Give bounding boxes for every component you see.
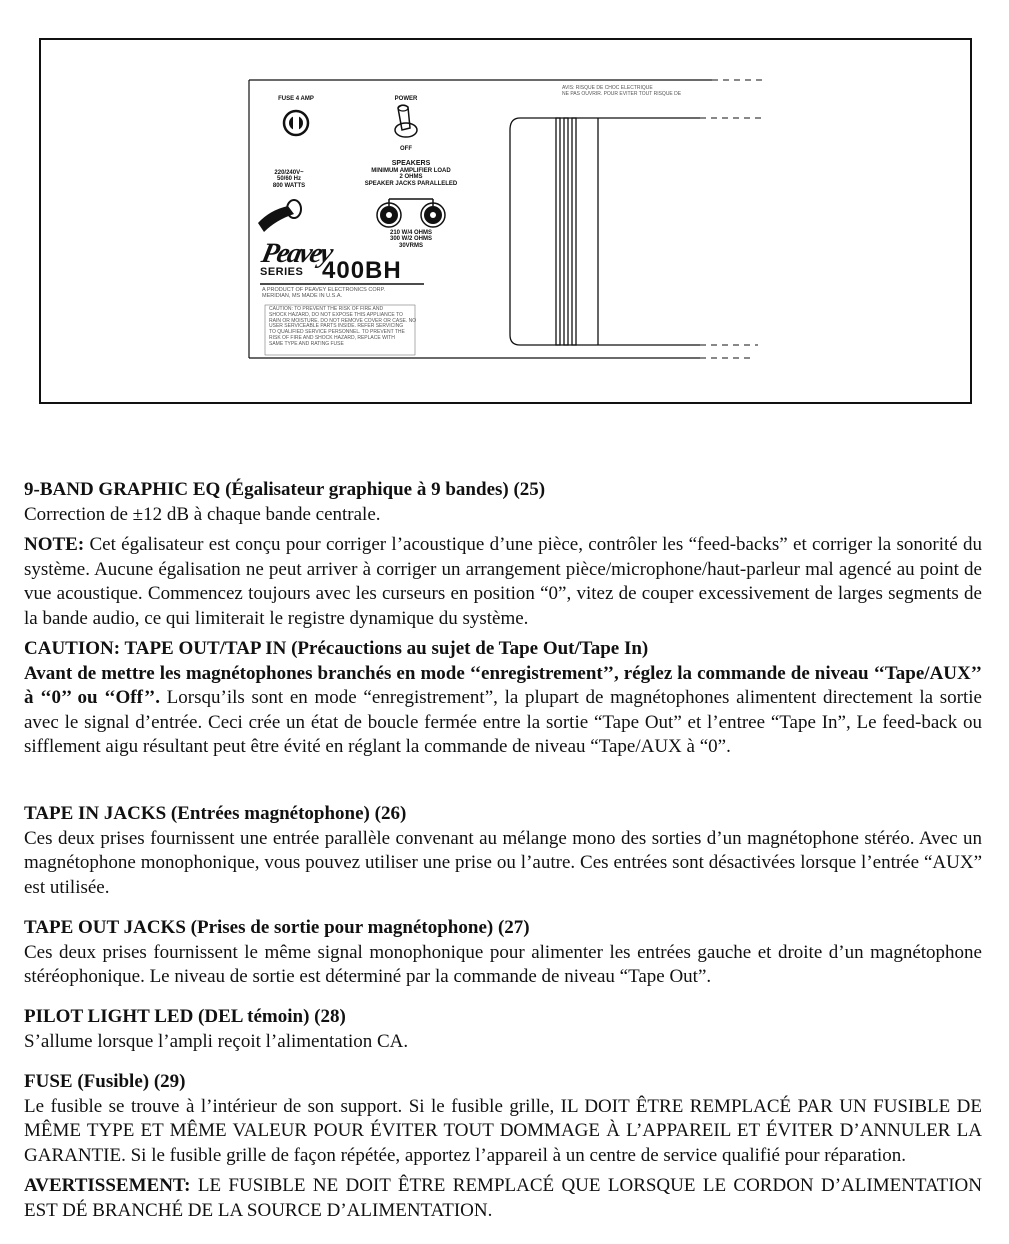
graphic-eq-body: Correction de ±12 dB à chaque bande centrale. bbox=[24, 503, 381, 525]
section-tape-out bbox=[24, 916, 982, 990]
caution-bold-text: Avant de mettre les magnétophones branchés en mode ‘‘enregistrement’’, réglez la commande de niveau ‘‘Tape/AUX’’ à ‘‘0’’ ou ‘‘Off’’. bbox=[24, 662, 982, 709]
note-label: NOTE: bbox=[24, 534, 85, 556]
rear-panel-illustration bbox=[0, 0, 1009, 420]
tape-out-body: Ces deux prises fournissent le même signal monophonique pour alimenter les entrées gauche et droite d’un magnétophone stéréophonique. Le niveau de sortie est déterminé par la commande de niveau “Tape Out”. bbox=[24, 941, 982, 988]
fuse-label: FUSE 4 AMP bbox=[278, 96, 314, 102]
fuse-heading: FUSE (Fusible) (29) bbox=[24, 1071, 186, 1092]
caution-paragraph bbox=[24, 662, 982, 760]
avis-label-text: AVIS: RISQUE DE CHOC ELECTRIQUE NE PAS OUVRIR. POUR EVITER TOUT RISQUE DE bbox=[562, 85, 682, 97]
warning-text: LE FUSIBLE NE DOIT ÊTRE REMPLACÉ QUE LORSQUE LE CORDON D’ALIMENTATION EST DÉ BRANCHÉ DE LA SOURCE D’ALIMENTATION. bbox=[24, 1175, 982, 1221]
power-ratings: 210 W/4 OHMS 300 W/2 OHMS 30VRMS bbox=[389, 230, 432, 249]
tape-out-heading: TAPE OUT JACKS (Prises de sortie pour magnétophone) (27) bbox=[24, 917, 530, 938]
side-rail-assembly bbox=[510, 118, 700, 345]
fuse-body: Le fusible se trouve à l’intérieur de son support. Si le fusible grille, IL DOIT ÊTRE REMPLACÉ PAR UN FUSIBLE DE MÊME TYPE ET MÊME VALEUR POUR ÉVITER TOUT DOMMAGE À L’APPAREIL ET ÉVITER D’ANNULER LA GARANTIE. Si le fusible grille de façon répétée, apportez l’appareil à un centre de service qualifié pour réparation. bbox=[24, 1095, 982, 1166]
fuse-warning bbox=[24, 1174, 982, 1223]
fuse-holder-icon bbox=[284, 111, 308, 135]
graphic-eq-heading: 9-BAND GRAPHIC EQ (Égalisateur graphique à 9 bandes) (25) bbox=[24, 479, 546, 500]
section-pilot-light bbox=[24, 1005, 982, 1054]
tape-in-heading: TAPE IN JACKS (Entrées magnétophone) (26) bbox=[24, 803, 407, 824]
power-switch-icon bbox=[395, 105, 417, 137]
section-caution bbox=[24, 637, 982, 760]
speaker-jack-1-icon bbox=[377, 203, 401, 227]
pilot-heading: PILOT LIGHT LED (DEL témoin) (28) bbox=[24, 1006, 346, 1027]
power-cord-icon bbox=[258, 200, 301, 232]
maker-info: A PRODUCT OF PEAVEY ELECTRONICS CORP. MERIDIAN, MS MADE IN U.S.A. bbox=[262, 287, 386, 300]
graphic-eq-note bbox=[24, 533, 982, 631]
caution-heading: CAUTION: TAPE OUT/TAP IN (Précauctions au sujet de Tape Out/Tape In) bbox=[24, 638, 649, 659]
caution-label-text: CAUTION: TO PREVENT THE RISK OF FIRE AND SHOCK HAZARD, DO NOT EXPOSE THIS APPLIANCE TO RAIN OR MOISTURE. DO NOT REMOVE COVER OR CASE. NO USER SERVICEABLE PARTS INSIDE. REFER SERVICING TO QUALIFIED SERVICE PERSONNEL. TO PREVENT THE RISK OF FIRE AND SHOCK HAZARD, REPLACE WITH SAME TYPE AND RATING FUSE bbox=[269, 306, 417, 347]
section-tape-in bbox=[24, 802, 982, 900]
tape-in-body: Ces deux prises fournissent une entrée parallèle convenant au mélange mono des sorties d’un magnétophone stéréo. Avec un magnétophone monophonique, vous pouvez utiliser une prise ou l’autre. Ces entrées sont désactivées lorsque l’entrée “AUX” est utilisée. bbox=[24, 827, 982, 898]
section-graphic-eq bbox=[24, 478, 982, 632]
pilot-body: S’allume lorsque l’ampli reçoit l’alimentation CA. bbox=[24, 1030, 409, 1052]
power-label: POWER bbox=[394, 96, 418, 102]
section-fuse bbox=[24, 1070, 982, 1224]
warning-label: AVERTISSEMENT: bbox=[24, 1175, 191, 1197]
speakers-title: SPEAKERS bbox=[391, 160, 431, 167]
peavey-logo: Peavey bbox=[258, 238, 335, 269]
speakers-load-info: MINIMUM AMPLIFIER LOAD 2 OHMS SPEAKER JACKS PARALLELED bbox=[364, 168, 458, 187]
series-label: SERIES bbox=[260, 266, 304, 278]
model-label: 400BH bbox=[322, 257, 402, 284]
off-label: OFF bbox=[400, 146, 412, 152]
speaker-jack-2-icon bbox=[421, 203, 445, 227]
caution-body: Lorsqu’ils sont en mode “enregistrement”, la plupart de magnétophones alimentent directement la sortie avec le signal d’entrée. Ceci crée un état de boucle fermée entre la sortie “Tape Out” et l’entree “Tape In”, Le feed-back ou sifflement aigu résultant peut être évité en réglant la commande de niveau “Tape/AUX à “0”. bbox=[24, 687, 982, 758]
voltage-rating: 220/240V~ 50/60 Hz 800 WATTS bbox=[272, 170, 306, 189]
note-text: Cet égalisateur est conçu pour corriger l’acoustique d’une pièce, contrôler les “feed-backs” et corriger la sonorité du système. Aucune égalisation ne peut arriver à corriger un arrangement pièce/microphone/haut-parleur mal agencé au point de vue acoustique. Commencez toujours avec les curseurs en position “0”, vitez de couper excessivement de larges segments de la bande audio, ce qui limiterait le registre dynamique du système. bbox=[24, 534, 982, 629]
